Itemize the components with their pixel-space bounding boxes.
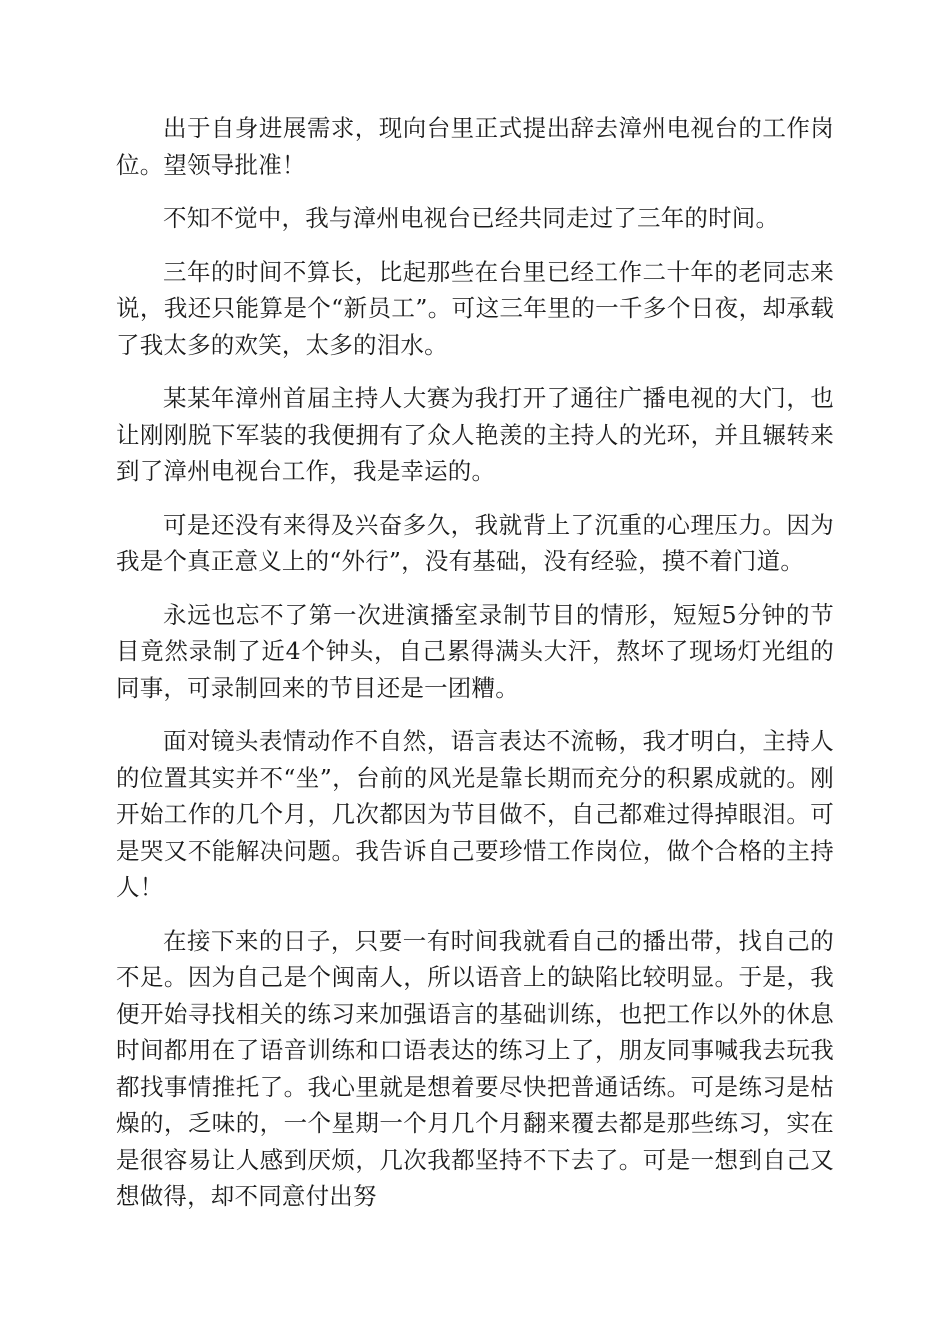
document-body	[116, 110, 834, 1232]
paragraph-3: 三年的时间不算长，比起那些在台里已经工作二十年的老同志来说，我还只能算是个“新员工”。可这三年里的一千多个日夜，却承载了我太多的欢笑，太多的泪水。	[116, 257, 834, 359]
paragraph-4: 某某年漳州首届主持人大赛为我打开了通往广播电视的大门，也让刚刚脱下军装的我便拥有了众人艳羡的主持人的光环，并且辗转来到了漳州电视台工作，我是幸运的。	[116, 384, 834, 485]
paragraph-8: 在接下来的日子，只要一有时间我就看自己的播出带，找自己的不足。因为自己是个闽南人，所以语音上的缺陷比较明显。于是，我便开始寻找相关的练习来加强语言的基础训练，也把工作以外的休息时间都用在了语音训练和口语表达的练习上了，朋友同事喊我去玩我都找事情推托了。我心里就是想着要尽快把普通话练。可是练习是枯燥的，乏味的，一个星期一个月几个月翻来覆去都是那些练习，实在是很容易让人感到厌烦，几次我都坚持不下去了。可是一想到自己又想做得，却不同意付出努	[116, 926, 834, 1210]
paragraph-2: 不知不觉中，我与漳州电视台已经共同走过了三年的时间。	[163, 204, 780, 232]
paragraph-7: 面对镜头表情动作不自然，语言表达不流畅，我才明白，主持人的位置其实并不“坐”，台前的风光是靠长期而充分的积累成就的。刚开始工作的几个月，几次都因为节目做不，自己都难过得掉眼泪。可是哭又不能解决问题。我告诉自己要珍惜工作岗位，做个合格的主持人！	[116, 727, 834, 901]
paragraph-5: 可是还没有来得及兴奋多久，我就背上了沉重的心理压力。因为我是个真正意义上的“外行”，没有基础，没有经验，摸不着门道。	[116, 510, 834, 575]
paragraph-1: 出于自身进展需求，现向台里正式提出辞去漳州电视台的工作岗位。望领导批准！	[116, 114, 834, 179]
paragraph-6: 永远也忘不了第一次进演播室录制节目的情形，短短5分钟的节目竟然录制了近4个钟头，自己累得满头大汗，熬坏了现场灯光组的同事，可录制回来的节目还是一团糟。	[116, 600, 834, 702]
